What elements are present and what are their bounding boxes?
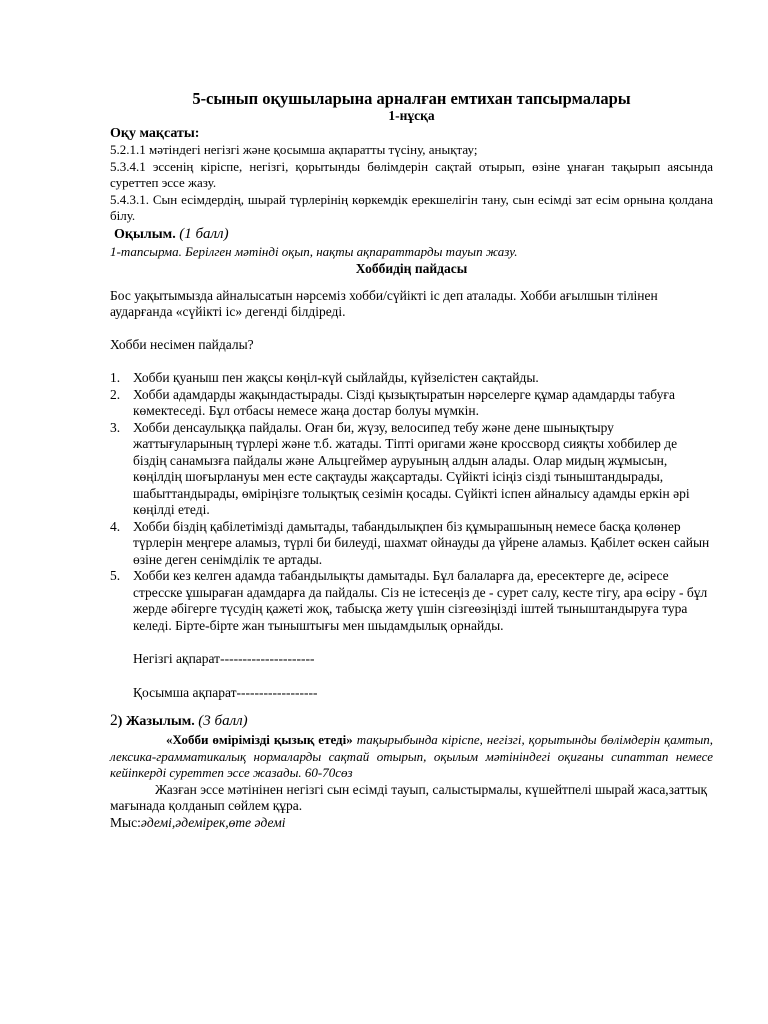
reading-score: (1 балл)	[179, 225, 229, 242]
benefits-list	[110, 370, 713, 634]
writing-heading	[110, 711, 713, 732]
example-line	[110, 815, 713, 832]
writing-task-2: Жазған эссе мәтінінен негізгі сын есімді тауып, салыстырмалы, күшейтпелі шырай жаса,заттық мағынада қолданып сөйлем құра.	[110, 781, 708, 813]
list-item-number: 1.	[110, 370, 121, 385]
list-item-text: Хобби кез келген адамда табандылықты дамытады. Бұл балаларға да, ересектерге де, әсіресе стресске ұшыраған адамдарға да пайдалы. Сіз не істесеңіз де - сурет салу, кесте тігу, ара өсіру - бұл жерде әбігерге түсудің қажеті жоқ, табысқа жету үшін сізгеөзіңізді іштей тыныштандыруға тура келеді. Бірте-бірте жан тыныштығы мен шыдамдылық орнайды.	[133, 568, 708, 633]
list-item-number: 2.	[110, 386, 121, 402]
list-item-text: Хобби адамдарды жақындастырады. Сізді қызықтыратын нәрселерге құмар адамдарды табуға көмектеседі. Бұл отбасы немесе жаңа достар болуы мүмкін.	[133, 386, 675, 418]
writing-task-text: тақырыбында кіріспе, негізгі, қорытынды бөлімдерін қамтып, лексика-грамматикалық нормаларды сақтай отырып, оқылым мәтініндегі оқиғаны сипаттап немесе кейіпкерді суреттеп эссе жазады. 60-70сөз	[110, 732, 713, 780]
main-info-line: Негізгі ақпарат---------------------	[133, 651, 315, 666]
document-title: 5-сынып оқушыларына арналған емтихан тапсырмалары	[192, 89, 631, 108]
list-item	[110, 568, 713, 634]
writing-heading-label: ) Жазылым.	[117, 714, 195, 729]
reading-heading	[114, 225, 713, 244]
example-label: Мыс:	[110, 814, 141, 830]
objectives-heading: Оқу мақсаты:	[110, 126, 200, 141]
document-content	[110, 90, 713, 831]
objective-3: 5.4.3.1. Сын есімдердің, шырай түрлерінің көркемдік ерекшелігін тану, сын есімді зат есім орнына қолдана білу.	[110, 191, 713, 223]
writing-score: (3 балл)	[198, 713, 248, 729]
extra-info-line: Қосымша ақпарат------------------	[133, 684, 318, 700]
list-item-number: 5.	[110, 568, 121, 583]
text-intro: Бос уақытымызда айналысатын нәрсеміз хобби/сүйікті іс деп аталады. Хобби ағылшын тілінен аударғанда «сүйікті іс» дегенді білдіреді.	[110, 287, 658, 319]
list-item	[110, 387, 713, 420]
list-item-text: Хобби денсаулыққа пайдалы. Оған би, жүзу, велосипед тебу және дене шынықтыру жаттығуларының түрлері және т.б. жатады. Тіпті оригами және кроссворд сияқты хоббилер де біздің санамызға пайдалы және Альцгеймер ауруының алдын алады. Олар мидың жұмысын, көңілдің шоғырлануы мен есте сақтауды жақсартады. Сүйікті ісіңіз сізді тыныштандырады, шабыттандырады, өміріңізге толықтық сезімін қосады. Сүйікті іспен айналысу адамды еркін әрі көңілді етеді.	[133, 419, 690, 517]
list-item-text: Хобби қуаныш пен жақсы көңіл-күй сыйлайды, күйзелістен сақтайды.	[133, 370, 539, 385]
reading-task: 1-тапсырма. Берілген мәтінді оқып, нақты ақпараттарды тауып жазу.	[110, 243, 518, 259]
variant-label: 1-нұсқа	[388, 108, 435, 123]
writing-task	[110, 732, 713, 782]
objective-2: 5.3.4.1 эссенің кіріспе, негізгі, қорытынды бөлімдерін сақтай отырып, өзіне ұнаған тақырып аясында суреттеп эссе жазу.	[110, 158, 713, 190]
list-item	[110, 519, 713, 569]
reading-heading-label: Оқылым.	[114, 226, 176, 242]
list-item-text: Хобби біздің қабілетімізді дамытады, табандылықпен біз құмырашының немесе басқа қолөнер түрлерін меңгере аламыз, түрлі би билеуді, шахмат ойнауды да үйрене аламыз. Қабілет өскен сайын өзіне деген сенімділік те артады.	[133, 518, 710, 567]
list-item-number: 3.	[110, 419, 121, 435]
text-title: Хоббидің пайдасы	[355, 260, 468, 276]
example-text: әдемі,әдемірек,өте әдемі	[140, 814, 286, 830]
list-item	[110, 420, 713, 519]
list-item	[110, 370, 713, 387]
objective-1: 5.2.1.1 мәтіндегі негізгі және қосымша ақпаратты түсіну, анықтау;	[110, 142, 478, 157]
writing-topic: «Хобби өмірімізді қызық етеді»	[166, 732, 353, 747]
text-question: Хобби несімен пайдалы?	[110, 336, 254, 352]
writing-number: 2	[110, 712, 118, 729]
list-item-number: 4.	[110, 518, 121, 534]
